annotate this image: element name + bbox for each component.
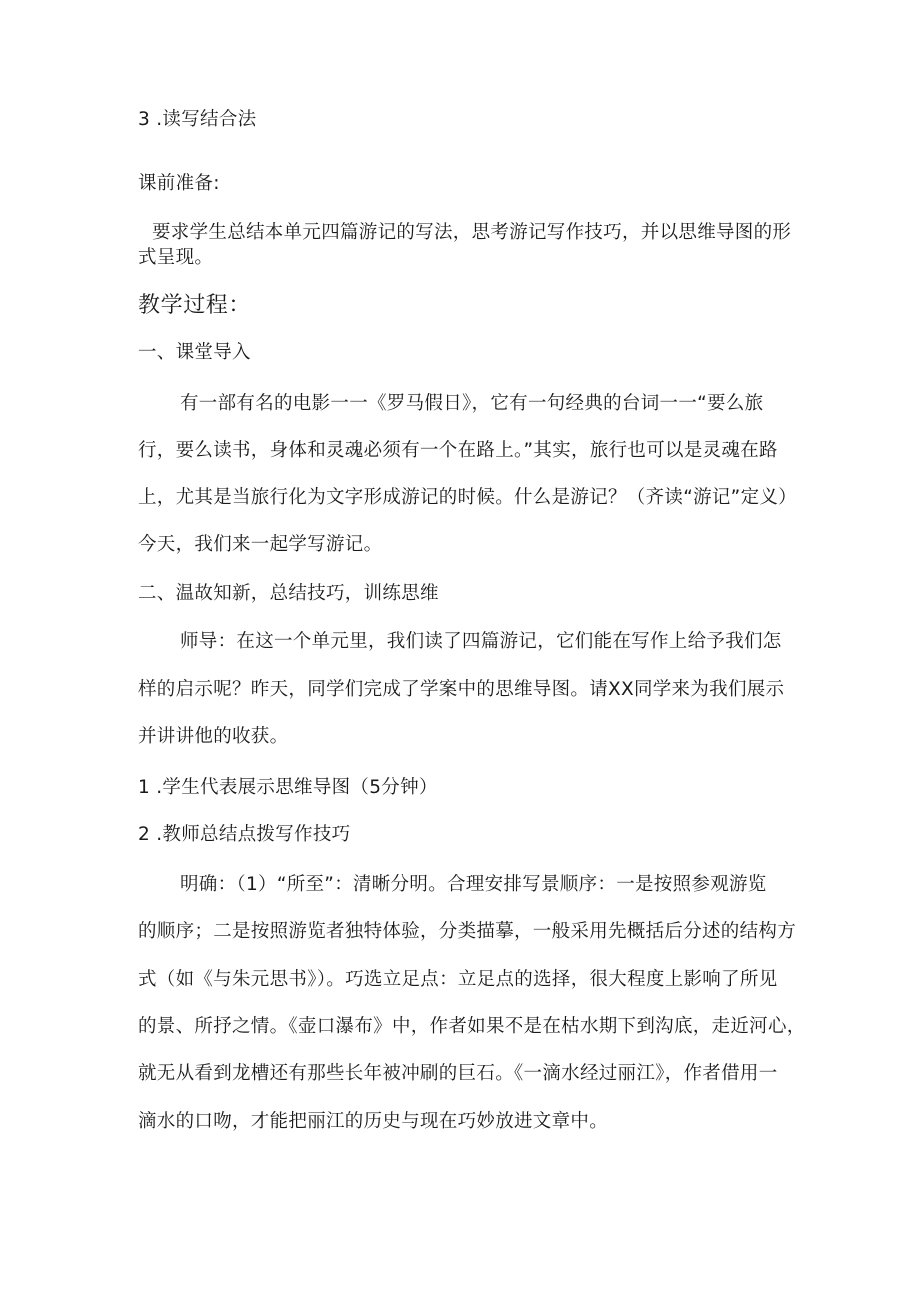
step-1: 1 .学生代表展示思维导图（5分钟） [138, 777, 438, 798]
section-item-3: 3 .读写结合法 [138, 109, 257, 130]
part1-line-4: 今天，我们来一起学写游记。 [138, 534, 383, 555]
clarify-line-1: 明确：（1）“所至”：清晰分明。合理安排写景顺序：一是按照参观游览 [180, 874, 767, 895]
part1-line-1: 有一部有名的电影一一《罗马假日》，它有一句经典的台词一一“要么旅 [180, 393, 764, 414]
prep-title: 课前准备: [138, 173, 220, 194]
part2-line-2: 样的启示呢？昨天，同学们完成了学案中的思维导图。请XX同学来为我们展示 [138, 679, 785, 700]
part2-title: 二、温故知新，总结技巧，训练思维 [138, 583, 439, 604]
part1-title: 一、课堂导入 [138, 342, 251, 363]
prep-line-1: 要求学生总结本单元四篇游记的写法，思考游记写作技巧，并以思维导图的形 [152, 222, 792, 243]
clarify-line-6: 滴水的口吻，才能把丽江的历史与现在巧妙放进文章中。 [138, 1111, 609, 1132]
clarify-line-5: 就无从看到龙槽还有那些长年被冲刷的巨石。《一滴水经过丽江》，作者借用一 [138, 1063, 778, 1084]
clarify-line-4: 的景、所抒之情。《壶口瀑布》中，作者如果不是在枯水期下到沟底，走近河心， [138, 1016, 806, 1037]
part1-line-2: 行，要么读书，身体和灵魂必须有一个在路上。”其实，旅行也可以是灵魂在路 [138, 440, 778, 461]
part2-line-3: 并讲讲他的收获。 [138, 726, 289, 747]
prep-line-2: 式呈现。 [138, 247, 214, 268]
part1-line-3: 上，尤其是当旅行化为文字形成游记的时候。什么是游记？（齐读“游记”定义） [138, 487, 797, 508]
part2-line-1: 师导：在这一个单元里，我们读了四篇游记，它们能在写作上给予我们怎 [180, 631, 782, 652]
step-2: 2 .教师总结点拨写作技巧 [138, 824, 351, 845]
process-title: 教学过程： [138, 293, 252, 318]
clarify-line-3: 式（如《与朱元思书》）。巧选立足点：立足点的选择，很大程度上影响了所见 [138, 969, 778, 990]
clarify-line-2: 的顺序；二是按照游览者独特体验，分类描摹，一般采用先概括后分述的结构方 [138, 921, 797, 942]
